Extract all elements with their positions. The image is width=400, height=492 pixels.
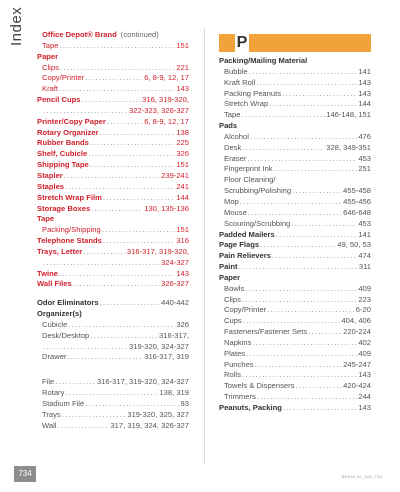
page-reference xyxy=(188,214,189,225)
index-entry xyxy=(219,262,371,273)
dot-leader xyxy=(241,273,370,284)
entry-term: Twine xyxy=(37,268,58,278)
page-reference: 151 xyxy=(176,225,189,235)
index-entry xyxy=(219,327,371,338)
dot-leader xyxy=(91,204,143,215)
continued-label: (continued) xyxy=(120,30,159,39)
page-reference: 141 xyxy=(358,66,371,76)
dot-leader xyxy=(57,421,109,432)
entry-term: Clips xyxy=(42,62,59,72)
index-side-tab xyxy=(6,8,28,48)
page-reference: 6-20 xyxy=(355,305,371,315)
index-entry xyxy=(37,73,189,84)
entry-term: Packing/Shipping xyxy=(42,225,101,235)
page-reference: 138, 319 xyxy=(159,388,189,398)
entry-term: Storage Boxes xyxy=(37,203,91,213)
index-column-right xyxy=(219,56,371,414)
entry-term: Wall Files xyxy=(37,279,72,289)
dot-leader xyxy=(308,327,342,338)
page-reference: 251 xyxy=(358,164,371,174)
dot-leader xyxy=(245,284,357,295)
entry-term: Rubber Bands xyxy=(37,138,89,148)
index-entry xyxy=(219,219,371,230)
index-side-label: Index xyxy=(8,6,25,46)
dot-leader xyxy=(103,193,175,204)
index-entry xyxy=(219,208,371,219)
index-entry xyxy=(219,67,371,78)
dot-leader xyxy=(282,89,357,100)
entry-term: Drawer xyxy=(42,352,67,362)
page-reference: 151 xyxy=(176,40,189,50)
dot-leader xyxy=(73,279,160,290)
entry-term: Rotary xyxy=(42,388,65,398)
index-entry xyxy=(37,342,189,353)
entry-term: Tape xyxy=(42,40,59,50)
dot-leader xyxy=(103,236,175,247)
index-entry xyxy=(219,56,371,67)
entry-term: Mouse xyxy=(224,207,247,217)
entry-term: Peanuts, Packing xyxy=(219,403,282,412)
page-reference: 316-317, xyxy=(159,330,189,340)
page-reference xyxy=(370,273,371,284)
dot-leader xyxy=(269,99,357,110)
entry-term: Mop xyxy=(224,196,239,206)
index-entry xyxy=(219,110,371,121)
dot-leader xyxy=(267,305,355,316)
index-entry xyxy=(219,240,371,251)
dot-leader xyxy=(55,377,96,388)
dot-leader xyxy=(59,41,175,52)
dot-leader xyxy=(276,230,358,241)
entry-term: Odor Eliminators xyxy=(37,298,99,308)
entry-term: Plates xyxy=(224,348,246,358)
index-entry xyxy=(37,298,189,309)
entry-term: Shipping Tape xyxy=(37,160,89,170)
entry-term: Copy/Printer xyxy=(224,305,267,315)
entry-term: Wall xyxy=(42,420,57,430)
dot-leader xyxy=(107,117,143,128)
index-entry xyxy=(219,143,371,154)
index-entry xyxy=(219,403,371,414)
page-reference: 326 xyxy=(176,149,189,159)
index-entry xyxy=(37,128,189,139)
section-letter: P xyxy=(236,34,248,51)
index-entry xyxy=(219,78,371,89)
page-reference: 402 xyxy=(358,337,371,347)
dot-leader xyxy=(255,360,343,371)
page-reference: 476 xyxy=(358,131,371,141)
index-entry xyxy=(37,225,189,236)
index-entry xyxy=(37,160,189,171)
entry-term: Printer/Copy Paper xyxy=(37,116,106,126)
index-entry xyxy=(219,154,371,165)
page-reference: 326 xyxy=(176,319,189,329)
dot-leader xyxy=(250,132,357,143)
page-reference: 455-458 xyxy=(343,186,371,196)
entry-term: Fingerprint Ink xyxy=(224,164,273,174)
page-reference: 143 xyxy=(358,88,371,98)
entry-term: Pencil Cups xyxy=(37,95,81,105)
entry-term: Cups xyxy=(224,316,242,326)
index-entry xyxy=(219,349,371,360)
dot-leader xyxy=(256,78,357,89)
page-reference: 453 xyxy=(358,153,371,163)
dot-leader xyxy=(85,73,143,84)
index-entry xyxy=(37,377,189,388)
page-reference: 144 xyxy=(176,192,189,202)
dot-leader xyxy=(68,320,175,331)
entry-term: Packing/Mailing Material xyxy=(219,56,308,65)
dot-leader xyxy=(242,143,325,154)
index-entry xyxy=(37,30,189,41)
footer-code: BS036 20_326_734 xyxy=(341,474,382,479)
entry-term: Packing Peanuts xyxy=(224,88,281,98)
page-reference: 245-247 xyxy=(343,359,371,369)
dot-leader xyxy=(88,149,175,160)
index-entry xyxy=(219,175,371,186)
index-entry xyxy=(219,338,371,349)
index-entry xyxy=(37,138,189,149)
entry-term: Desk xyxy=(224,142,242,152)
page-reference: 143 xyxy=(358,77,371,87)
page-number-badge: 734 xyxy=(14,466,36,482)
index-entry xyxy=(219,392,371,403)
dot-leader xyxy=(257,392,358,403)
dot-leader xyxy=(292,186,342,197)
dot-leader xyxy=(65,182,175,193)
dot-leader xyxy=(100,128,176,139)
index-entry xyxy=(37,52,189,63)
page-reference: 316-317, 319-320, xyxy=(126,246,189,256)
entry-term: Paper xyxy=(219,272,241,282)
page-reference: 455-456 xyxy=(343,196,371,206)
dot-leader xyxy=(247,154,357,165)
page-reference: 316, 319-320, xyxy=(142,95,189,105)
entry-term: Fasteners/Fastener Sets xyxy=(224,327,308,337)
dot-leader xyxy=(83,247,126,258)
page-reference: 221 xyxy=(176,62,189,72)
entry-term: Telephone Stands xyxy=(37,236,102,246)
entry-term: Page Flags xyxy=(219,240,260,250)
dot-leader xyxy=(60,63,175,74)
index-entry xyxy=(219,305,371,316)
dot-leader xyxy=(59,52,188,63)
entry-term: Pain Relievers xyxy=(219,251,271,261)
entry-term: Eraser xyxy=(224,153,247,163)
dot-leader xyxy=(243,316,341,327)
index-entry xyxy=(219,295,371,306)
dot-leader xyxy=(65,388,158,399)
page-reference: 143 xyxy=(176,84,189,94)
page-reference: 244 xyxy=(358,392,371,402)
entry-term: Desk/Desktop xyxy=(42,330,90,340)
dot-leader xyxy=(308,56,370,67)
index-entry xyxy=(219,370,371,381)
page-reference: 326-327 xyxy=(161,279,189,289)
entry-term: Pads xyxy=(219,121,238,131)
page-reference: 144 xyxy=(358,99,371,109)
entry-term: Tape xyxy=(37,214,55,224)
entry-term: Kraft xyxy=(42,84,59,94)
entry-term: Napkins xyxy=(224,337,252,347)
index-entry xyxy=(37,236,189,247)
dot-leader xyxy=(64,171,160,182)
entry-spacer xyxy=(37,290,189,298)
entry-term: Paper xyxy=(37,51,59,61)
index-entry xyxy=(37,84,189,95)
index-entry xyxy=(37,331,189,342)
index-entry xyxy=(37,410,189,421)
dot-leader xyxy=(295,381,342,392)
page-reference: 324-327 xyxy=(161,257,189,267)
entry-term: Alcohol xyxy=(224,131,249,141)
dot-leader xyxy=(240,197,342,208)
entry-term: Floor Cleaning/ xyxy=(224,175,276,185)
page-reference: 143 xyxy=(176,268,189,278)
page-reference: 138 xyxy=(176,127,189,137)
page-reference: 404, 406 xyxy=(341,316,371,326)
entry-term: Cubicle xyxy=(42,319,68,329)
dot-leader xyxy=(238,121,370,132)
page-reference: 130, 135-136 xyxy=(144,203,189,213)
entry-term: Shelf, Cubicle xyxy=(37,149,88,159)
index-entry xyxy=(219,273,371,284)
index-entry xyxy=(219,132,371,143)
page-reference: 141 xyxy=(358,229,371,239)
index-entry xyxy=(219,360,371,371)
index-entry xyxy=(37,309,189,320)
entry-term: Stapler xyxy=(37,170,63,180)
index-entry xyxy=(37,388,189,399)
entry-spacer xyxy=(37,363,189,377)
dot-leader xyxy=(83,309,188,320)
page-reference: 322-323, 326-327 xyxy=(129,105,189,115)
dot-leader xyxy=(90,331,158,342)
page-reference: 6, 8-9, 12, 17 xyxy=(144,73,189,83)
index-entry xyxy=(37,63,189,74)
page-reference: 143 xyxy=(358,403,371,412)
entry-term: Bubble xyxy=(224,66,248,76)
entry-term: Kraft Roll xyxy=(224,77,256,87)
index-entry xyxy=(37,421,189,432)
index-entry xyxy=(37,320,189,331)
index-entry xyxy=(219,316,371,327)
page-reference: 328, 349-351 xyxy=(326,142,371,152)
page-reference xyxy=(370,56,371,67)
entry-term: Rotary Organizer xyxy=(37,127,99,137)
index-entry xyxy=(37,106,189,117)
page-reference: 151 xyxy=(176,160,189,170)
index-entry xyxy=(219,121,371,132)
entry-term: Scrubbing/Polishing xyxy=(224,186,292,196)
dot-leader xyxy=(59,84,175,95)
page-reference: 646-648 xyxy=(343,207,371,217)
dot-leader xyxy=(85,399,179,410)
page-reference: 316-317, 319-320, 324-327 xyxy=(96,377,189,387)
dot-leader xyxy=(81,95,141,106)
entry-term: Punches xyxy=(224,359,254,369)
dot-leader xyxy=(90,160,176,171)
page-reference: 316 xyxy=(176,236,189,246)
section-header-p xyxy=(219,34,371,52)
dot-leader xyxy=(248,208,342,219)
dot-leader xyxy=(277,175,371,186)
index-column-left xyxy=(37,30,189,432)
index-entry xyxy=(37,149,189,160)
page-reference: 440-442 xyxy=(161,298,189,308)
page-reference: 6, 8-9, 12, 17 xyxy=(144,116,189,126)
index-entry xyxy=(219,89,371,100)
page-reference: 409 xyxy=(358,283,371,293)
index-entry xyxy=(37,117,189,128)
index-entry xyxy=(37,399,189,410)
column-divider xyxy=(204,28,205,464)
dot-leader xyxy=(242,295,357,306)
entry-term: Padded Mailers xyxy=(219,229,275,239)
entry-term: Organizer(s) xyxy=(37,309,82,319)
entry-term: Staples xyxy=(37,181,65,191)
entry-term: Trimmers xyxy=(224,392,256,402)
page-reference: 409 xyxy=(358,348,371,358)
page-reference: 143 xyxy=(358,370,371,380)
dot-leader xyxy=(100,298,161,309)
page-reference: 316-317, 319 xyxy=(144,352,189,362)
page-reference: 311 xyxy=(358,262,371,272)
index-entry xyxy=(219,251,371,262)
page-reference: 225 xyxy=(176,138,189,148)
dot-leader xyxy=(59,269,175,280)
dot-leader xyxy=(242,370,357,381)
dot-leader xyxy=(67,352,143,363)
entry-term: Clips xyxy=(224,294,241,304)
index-entry xyxy=(219,381,371,392)
dot-leader xyxy=(55,214,188,225)
index-entry xyxy=(37,204,189,215)
index-entry xyxy=(37,258,189,269)
index-entry xyxy=(37,95,189,106)
page-reference: 420-424 xyxy=(343,381,371,391)
index-entry xyxy=(219,164,371,175)
dot-leader xyxy=(246,349,357,360)
index-entry xyxy=(37,247,189,258)
page-reference: 93 xyxy=(180,399,189,408)
page-reference: 474 xyxy=(358,251,371,261)
page-reference: 220-224 xyxy=(343,327,371,337)
dot-leader xyxy=(283,403,357,414)
page-reference: 239-241 xyxy=(161,170,189,180)
dot-leader xyxy=(260,240,336,251)
page-reference: 317, 319, 324, 326-327 xyxy=(110,420,189,430)
page-reference xyxy=(188,309,189,320)
page-reference: 223 xyxy=(358,294,371,304)
page-reference xyxy=(370,121,371,132)
index-entry xyxy=(37,352,189,363)
dot-leader xyxy=(241,110,325,121)
dot-leader xyxy=(90,138,175,149)
index-entry xyxy=(37,193,189,204)
index-entry xyxy=(219,186,371,197)
page-reference xyxy=(370,175,371,186)
page-reference: 241 xyxy=(176,181,189,191)
index-entry xyxy=(37,41,189,52)
index-entry xyxy=(37,279,189,290)
dot-leader xyxy=(272,251,357,262)
dot-leader xyxy=(43,342,128,353)
dot-leader xyxy=(252,338,357,349)
entry-term: Trays xyxy=(42,409,61,419)
page-reference: 453 xyxy=(358,218,371,228)
index-entry xyxy=(219,230,371,241)
index-entry xyxy=(219,197,371,208)
page-reference xyxy=(188,52,189,63)
entry-term: Stadium File xyxy=(42,399,85,408)
index-entry xyxy=(219,99,371,110)
index-entry xyxy=(37,171,189,182)
entry-term: Towels & Dispensers xyxy=(224,381,295,391)
entry-term: Stretch Wrap xyxy=(224,99,269,109)
entry-term: Stretch Wrap Film xyxy=(37,192,102,202)
index-entry xyxy=(37,182,189,193)
page-reference: 319-320, 325, 327 xyxy=(127,409,189,419)
index-entry xyxy=(37,269,189,280)
dot-leader xyxy=(291,219,357,230)
entry-term: Scouring/Scrubbing xyxy=(224,218,291,228)
page-reference: 49, 50, 53 xyxy=(337,240,371,250)
entry-term: Tape xyxy=(224,110,241,120)
entry-term: Office Depot® Brand xyxy=(42,30,117,39)
entry-term: Copy/Printer xyxy=(42,73,85,83)
dot-leader xyxy=(43,106,128,117)
page-reference: 146-148, 151 xyxy=(326,110,371,120)
dot-leader xyxy=(249,67,358,78)
entry-term: File xyxy=(42,377,55,387)
entry-term: Rolls xyxy=(224,370,241,380)
entry-term: Bowls xyxy=(224,283,245,293)
dot-leader xyxy=(43,258,160,269)
dot-leader xyxy=(62,410,127,421)
index-entry xyxy=(37,214,189,225)
entry-term: Trays, Letter xyxy=(37,246,83,256)
page-reference: 319-320, 324-327 xyxy=(129,341,189,351)
index-entry xyxy=(219,284,371,295)
dot-leader xyxy=(239,262,358,273)
entry-term: Paint xyxy=(219,262,238,272)
dot-leader xyxy=(274,164,358,175)
dot-leader xyxy=(102,225,176,236)
